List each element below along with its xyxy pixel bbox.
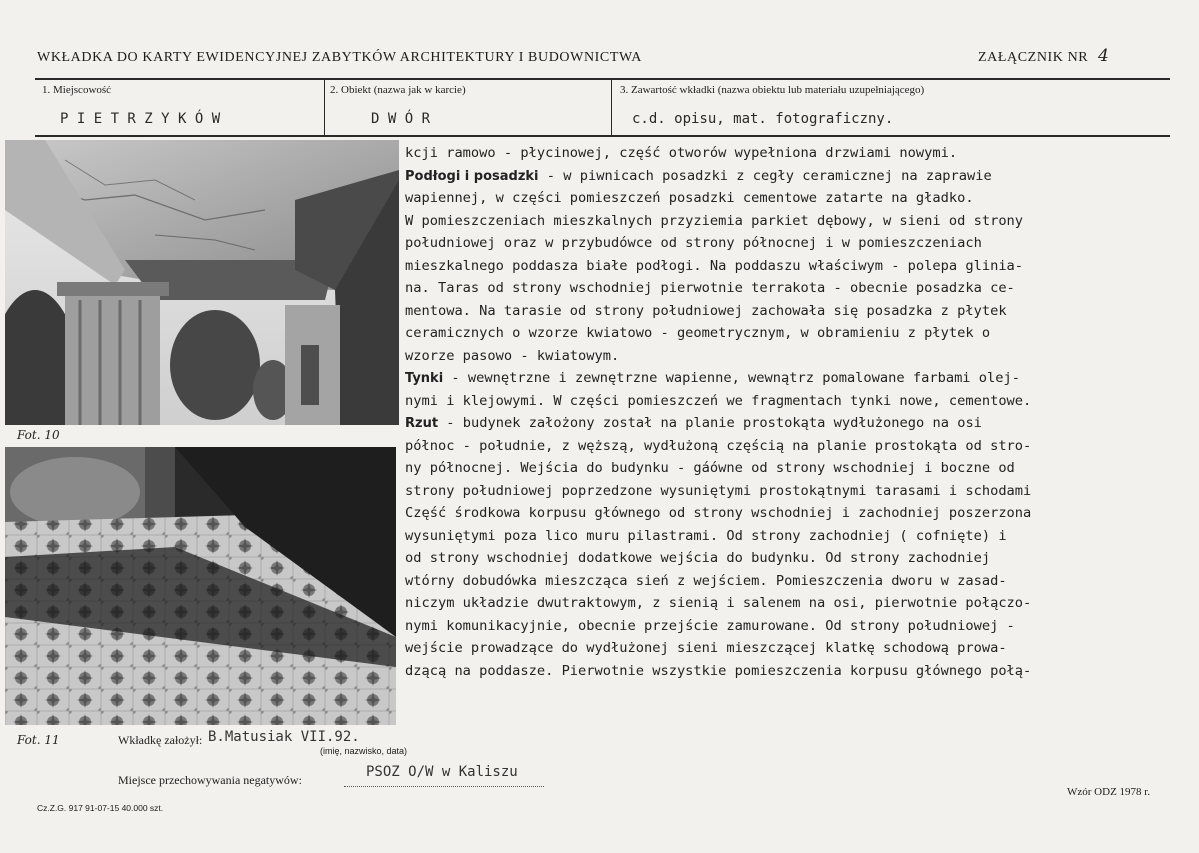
section-heading: Podłogi i posadzki xyxy=(405,168,539,184)
description-line xyxy=(405,572,1007,590)
line-text: wejście prowadzące do wydłużonej sieni mieszczącej klatkę schodową prowa- xyxy=(405,640,1007,656)
photo2-caption: Fot. 11 xyxy=(17,733,60,747)
attachment-label: ZAŁĄCZNIK NR xyxy=(978,50,1089,65)
attachment-number: 4 xyxy=(1098,46,1109,66)
line-text: - w piwnicach posadzki z cegły ceramicznej na zaprawie xyxy=(538,167,992,184)
section-heading: Rzut xyxy=(405,416,439,431)
line-text: - budynek założony został na planie prostokąta wydłużonego na osi xyxy=(438,415,982,431)
description-line xyxy=(405,369,1020,388)
place-label: 1. Miejscowość xyxy=(42,84,112,96)
line-text: - wewnętrzne i zewnętrzne wapienne, wewnątrz pomalowane farbami olej- xyxy=(443,370,1020,386)
line-text: wtórny dobudówka mieszcząca sień z wejściem. Pomieszczenia dworu w zasad- xyxy=(405,572,1007,589)
description-line xyxy=(405,549,990,567)
content-label: 3. Zawartość wkładki (nazwa obiektu lub materiału uzupełniającego) xyxy=(620,84,925,96)
object-value: D W Ó R xyxy=(371,111,431,127)
line-text: północ - południe, z węższą, wydłużoną częścią na planie prostokąta od stro- xyxy=(405,437,1032,454)
line-text: wysuniętymi poza lico muru pilastrami. Od strony zachodniej ( cofnięte) i xyxy=(405,527,1007,544)
founded-label: Wkładkę założył: xyxy=(118,733,203,747)
storage-line xyxy=(344,786,544,787)
form-title: WKŁADKA DO KARTY EWIDENCYJNEJ ZABYTKÓW ARCHITEKTURY I BUDOWNICTWA xyxy=(37,50,642,65)
field-divider xyxy=(324,80,325,136)
storage-value: PSOZ O/W w Kaliszu xyxy=(366,764,518,780)
storage-label: Miejsce przechowywania negatywów: xyxy=(118,773,302,787)
line-text: mieszkalnego poddasza białe podłogi. Na poddaszu właściwym - polepa glinia- xyxy=(405,257,1024,274)
line-text: mentowa. Na tarasie od strony południowej zachowała się posadzka z płytek xyxy=(405,302,1007,319)
line-text: na. Taras od strony wschodniej pierwotnie terrakota - obecnie posadzka ce- xyxy=(405,280,1015,296)
description-line xyxy=(405,504,1031,522)
description-line xyxy=(405,144,957,162)
line-text: ny północnej. Wejścia do budynku - gáówne od strony wschodniej i boczne od xyxy=(405,460,1015,476)
description-line xyxy=(405,279,1015,297)
description-line xyxy=(405,347,619,365)
description-line xyxy=(405,639,1007,657)
line-text: ceramicznych o wzorze kwiatowo - geometrycznym, w obramieniu z płytek o xyxy=(405,325,991,341)
line-text: Część środkowa korpusu głównego od strony wschodniej i zachodniej poszerzona xyxy=(405,505,1032,521)
form-info: Wzór ODZ 1978 r. xyxy=(1067,786,1151,798)
content-value: c.d. opisu, mat. fotograficzny. xyxy=(632,111,894,127)
line-text: wzorze pasowo - kwiatowym. xyxy=(405,347,620,364)
terrace-illustration xyxy=(5,447,396,725)
founded-value: B.Matusiak VII.92. xyxy=(208,729,360,745)
object-label: 2. Obiekt (nazwa jak w karcie) xyxy=(330,84,466,96)
field-divider xyxy=(611,80,612,136)
line-text: dzącą na poddasze. Pierwotnie wszystkie pomieszczenia korpusu głównego połą- xyxy=(405,662,1032,679)
description-line xyxy=(405,234,982,252)
description-line xyxy=(405,527,1007,545)
line-text: od strony wschodniej dodatkowe wejścia do budynku. Od strony zachodniej xyxy=(405,550,991,566)
description-line xyxy=(405,302,1007,320)
description-line xyxy=(405,257,1023,275)
description-line xyxy=(405,662,1031,680)
line-text: wapiennej, w części pomieszczeń posadzki cementowe zatarte na gładko. xyxy=(405,190,974,206)
description-line xyxy=(405,617,1015,635)
description-line xyxy=(405,482,1031,500)
line-text: nymi komunikacyjnie, obecnie przejście zamurowane. Od strony południowej - xyxy=(405,617,1015,634)
description-line xyxy=(405,189,974,207)
description-line xyxy=(405,594,1031,612)
place-value: P I E T R Z Y K Ó W xyxy=(60,111,221,127)
photo-terrace-tiles xyxy=(5,447,396,725)
description-line xyxy=(405,414,982,433)
description-line xyxy=(405,437,1031,455)
line-text: nymi i klejowymi. W części pomieszczeń we fragmentach tynki nowe, cementowe. xyxy=(405,392,1032,409)
line-text: W pomieszczeniach mieszkalnych przyziemia parkiet dębowy, w sieni od strony xyxy=(405,212,1024,229)
founded-hint: (imię, nazwisko, data) xyxy=(320,746,408,756)
table-top-rule xyxy=(35,78,1170,80)
description-line xyxy=(405,212,1023,230)
print-info: Cz.Z.G. 917 91-07-15 40.000 szt. xyxy=(37,803,164,813)
description-line xyxy=(405,459,1015,477)
line-text: południowej oraz w przybudówce od strony północnej i w pomieszczeniach xyxy=(405,235,982,251)
line-text: strony południowej poprzedzone wysuniętymi prostokątnymi tarasami i schodami xyxy=(405,482,1032,499)
description-line xyxy=(405,167,992,186)
line-text: niczym układzie dwutraktowym, z sienią i salenem na osi, pierwotnie połączo- xyxy=(405,595,1032,611)
description-line xyxy=(405,392,1031,410)
photo1-caption: Fot. 10 xyxy=(17,428,60,442)
table-bottom-rule xyxy=(35,135,1170,137)
section-heading: Tynki xyxy=(405,371,444,386)
photo-portico xyxy=(5,140,399,425)
portico-illustration xyxy=(5,140,399,425)
line-text: kcji ramowo - płycinowej, część otworów wypełniona drzwiami nowymi. xyxy=(405,145,958,161)
description-line xyxy=(405,324,990,342)
